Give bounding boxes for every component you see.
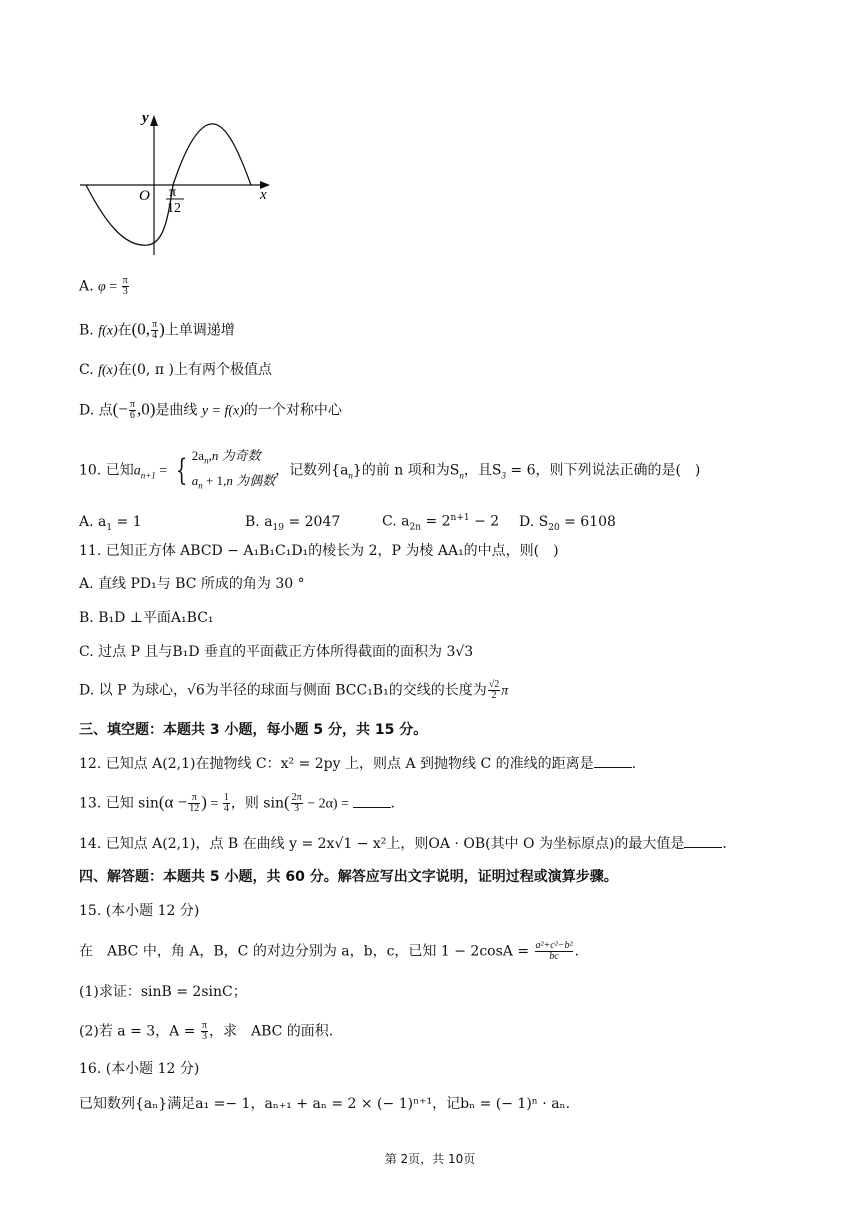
page-footer: 第 2页，共 10页 xyxy=(384,1152,476,1166)
q9-option-a: A. φ = $\frac{\pi}{3}$ xyxy=(79,275,128,297)
answer-blank xyxy=(594,755,632,768)
q10-option-c: C. $a_{2n} = 2^{n+1} - 2$ xyxy=(382,513,500,533)
answer-blank xyxy=(353,795,391,808)
q10-option-a: A. $a_1 = 1$ xyxy=(79,513,142,533)
q15-part-1: (1)求证：sinB = 2sinC； xyxy=(79,984,247,1000)
section-3-heading: 三、填空题：本题共 3 小题，每小题 5 分，共 15 分。 xyxy=(79,722,428,738)
q15-heading: 15. (本小题 12 分) xyxy=(79,903,200,919)
q11-option-a: A. 直线 PD₁与 BC 所成的角为 30 ° xyxy=(79,576,305,592)
q11-option-c: C. 过点 P 且与B₁D 垂直的平面截正方体所得截面的面积为 3√3 xyxy=(79,644,474,660)
section-4-heading: 四、解答题：本题共 5 小题，共 60 分。解答应写出文字说明，证明过程或演算步骤。 xyxy=(79,869,618,885)
q14: 14. 已知点 A(2,1)，点 B 在曲线 y = 2x√1 − x²上，则OA · OB(其中 O 为坐标原点)的最大值是 . xyxy=(79,836,727,852)
answer-blank xyxy=(684,835,722,848)
q9-option-c: C. f(x)在(0, π )上有两个极值点 xyxy=(79,362,272,378)
q11-option-b: B. B₁D ⊥平面A₁BC₁ xyxy=(79,610,214,626)
q16-stem: 已知数列{aₙ}满足a₁ =− 1，aₙ₊₁ + aₙ = 2 × (− 1)ⁿ⁺¹，记bₙ = (− 1)ⁿ · aₙ. xyxy=(79,1096,571,1112)
q11-stem: 11. 已知正方体 ABCD − A₁B₁C₁D₁的棱长为 2，P 为棱 AA₁的中点，则( ) xyxy=(79,543,559,559)
q15-stem: 在 ABC 中，角 A，B，C 的对边分别为 a，b，c，已知 1 − 2cosA = $\frac{\text{a²+c²−b²}}{bc}$ . xyxy=(79,940,579,962)
q10-option-b: B. $a_{19} = 2047$ xyxy=(245,513,341,533)
q9-option-d: D. 点(− $\frac{\pi}{6}$ ,0)是曲线 y = f(x)的一个对称中心 xyxy=(79,399,342,421)
y-axis-label: y xyxy=(142,110,149,126)
function-graph xyxy=(76,100,286,260)
q16-heading: 16. (本小题 12 分) xyxy=(79,1061,200,1077)
q9-option-b: B. f(x)在(0, $\frac{\pi}{4}$ )上单调递增 xyxy=(79,319,235,341)
q10-stem: 10. 已知$a_{n+1}$ = { $2a_n,n$ 为奇数 $a_n + 1,n$ 为偶数 ，记数列$\{a_n\}$的前 n 项和为$S_n$，且$S_3 = 6$，则下列说法正确的是( ) xyxy=(79,448,701,491)
q13: 13. 已知 sin(α − $\frac{\pi}{12}$ ) = $\frac{1}{4}$ ，则 sin( $\frac{2\pi}{3}$ − 2α) = . xyxy=(79,792,395,814)
x-axis-label: x xyxy=(260,187,267,203)
tick-denominator: 12 xyxy=(167,201,181,216)
tick-numerator: π xyxy=(169,185,177,200)
q11-option-d: D. 以 P 为球心，√6为半径的球面与侧面 BCC₁B₁的交线的长度为 $\frac{√2}{2}$ π xyxy=(79,679,509,701)
origin-label: O xyxy=(139,188,150,204)
q10-options xyxy=(79,509,616,536)
q15-part-2: (2)若 a = 3，A = $\frac{\pi}{3}$ ，求 ABC 的面积. xyxy=(79,1020,334,1042)
q12: 12. 已知点 A(2,1)在抛物线 C：x² = 2py 上，则点 A 到抛物线 C 的准线的距离是 . xyxy=(79,756,637,772)
q10-option-d: D. $S_{20} = 6108$ xyxy=(519,513,616,533)
